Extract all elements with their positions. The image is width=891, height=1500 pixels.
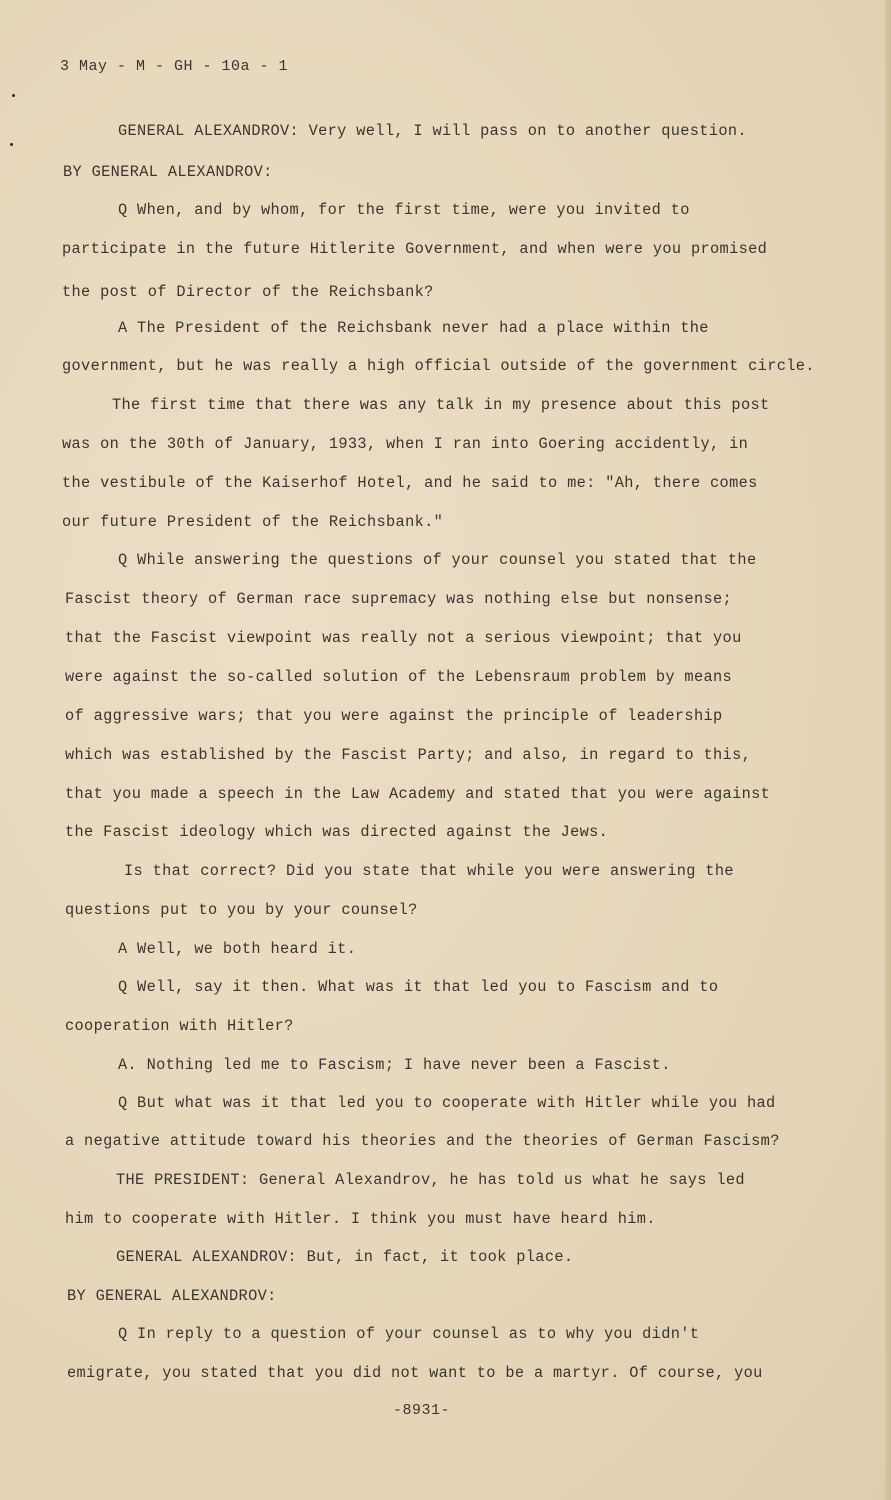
page-edge <box>885 0 891 1500</box>
text-line: Fascist theory of German race supremacy was nothing else but nonsense; <box>65 590 733 608</box>
text-line: emigrate, you stated that you did not want to be a martyr. Of course, you <box>67 1364 763 1382</box>
text-line: GENERAL ALEXANDROV: But, in fact, it took place. <box>116 1248 574 1266</box>
text-line: A. Nothing led me to Fascism; I have never been a Fascist. <box>118 1056 671 1074</box>
text-line: participate in the future Hitlerite Government, and when were you promised <box>62 240 768 258</box>
page-number: -8931- <box>393 1402 451 1419</box>
text-line: Q Well, say it then. What was it that led you to Fascism and to <box>118 978 719 996</box>
text-line: the Fascist ideology which was directed against the Jews. <box>65 823 609 841</box>
text-line: Q But what was it that led you to cooperate with Hitler while you had <box>118 1094 776 1112</box>
text-line: that the Fascist viewpoint was really not a serious viewpoint; that you <box>65 629 742 647</box>
text-line: was on the 30th of January, 1933, when I ran into Goering accidently, in <box>62 435 749 453</box>
text-line: Q While answering the questions of your counsel you stated that the <box>118 551 757 569</box>
text-line: A The President of the Reichsbank never had a place within the <box>118 319 709 337</box>
text-line: which was established by the Fascist Party; and also, in regard to this, <box>65 746 752 764</box>
text-line: BY GENERAL ALEXANDROV: <box>63 163 273 181</box>
text-line: cooperation with Hitler? <box>65 1017 294 1035</box>
text-line: a negative attitude toward his theories and the theories of German Fascism? <box>65 1132 780 1150</box>
text-line: that you made a speech in the Law Academy and stated that you were against <box>65 785 771 803</box>
text-line: our future President of the Reichsbank." <box>62 513 444 531</box>
margin-mark <box>12 94 15 97</box>
text-line: the vestibule of the Kaiserhof Hotel, and he said to me: "Ah, there comes <box>62 474 758 492</box>
text-line: Q In reply to a question of your counsel as to why you didn't <box>118 1325 700 1343</box>
text-line: of aggressive wars; that you were against the principle of leadership <box>65 707 723 725</box>
text-line: government, but he was really a high official outside of the government circle. <box>62 357 815 375</box>
text-line: THE PRESIDENT: General Alexandrov, he has told us what he says led <box>116 1171 745 1189</box>
text-line: A Well, we both heard it. <box>118 940 357 958</box>
text-line: questions put to you by your counsel? <box>65 901 418 919</box>
text-line: GENERAL ALEXANDROV: Very well, I will pass on to another question. <box>118 122 747 140</box>
page-header: 3 May - M - GH - 10a - 1 <box>60 58 289 75</box>
text-line: The first time that there was any talk in my presence about this post <box>112 396 770 414</box>
text-line: the post of Director of the Reichsbank? <box>62 283 434 301</box>
text-line: Is that correct? Did you state that while you were answering the <box>124 862 734 880</box>
margin-mark <box>10 143 13 146</box>
text-line: BY GENERAL ALEXANDROV: <box>67 1287 277 1305</box>
text-line: were against the so-called solution of the Lebensraum problem by means <box>65 668 733 686</box>
text-line: him to cooperate with Hitler. I think you must have heard him. <box>65 1210 656 1228</box>
text-line: Q When, and by whom, for the first time, were you invited to <box>118 201 690 219</box>
